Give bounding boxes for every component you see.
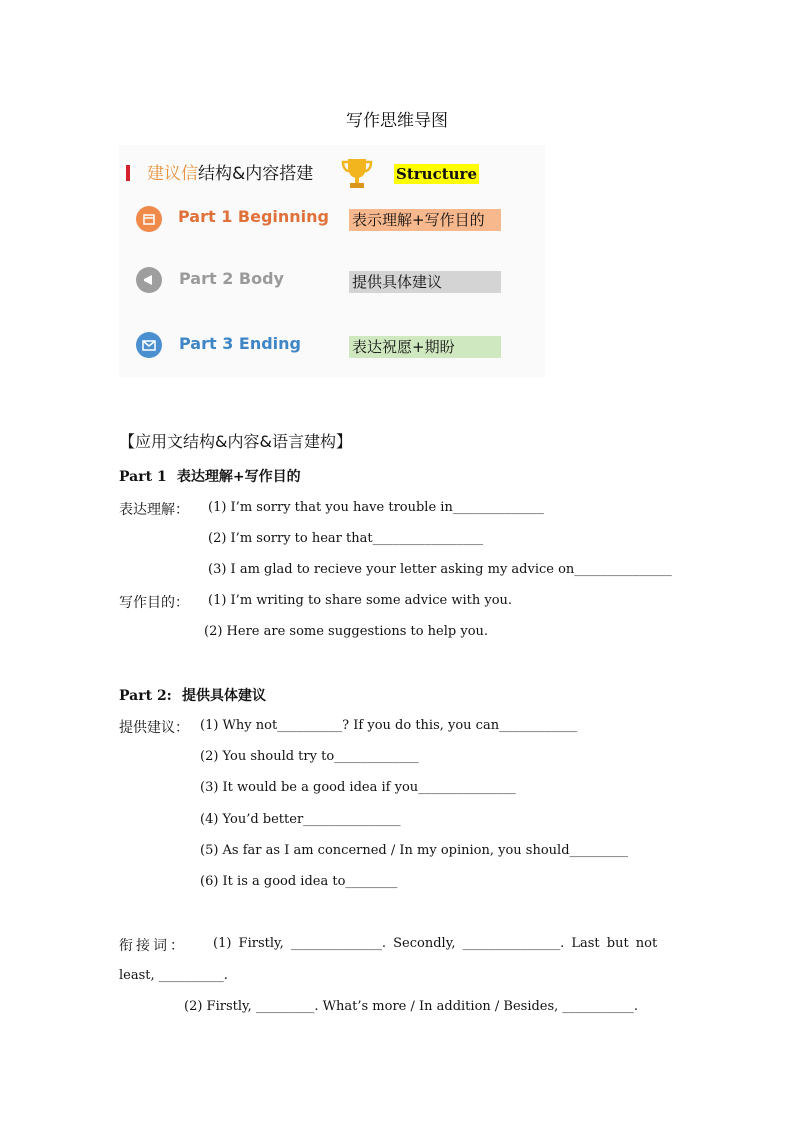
suggest-item: (6) It is a good idea to________ (200, 874, 398, 889)
megaphone-icon (136, 267, 162, 293)
purpose-item: (1) I’m writing to share some advice with you. (208, 593, 513, 608)
part3-label: Part 3 Ending (179, 334, 302, 353)
card-header (147, 159, 313, 184)
trophy-icon (339, 155, 375, 191)
page-title: 写作思维导图 (346, 111, 448, 131)
part2-heading: Part 2: 提供具体建议 (119, 688, 267, 704)
part2-box: 提供具体建议 (349, 271, 501, 293)
part1-label: Part 1 Beginning (178, 207, 329, 226)
connectives-line: least, __________. (119, 968, 228, 983)
part3-box: 表达祝愿+期盼 (349, 336, 501, 358)
understand-item: (2) I’m sorry to hear that_________________ (208, 531, 484, 546)
connectives-line: (1) Firstly, ______________. Secondly, _______________. Last but not (213, 936, 658, 951)
card-header-rest: 结构&内容搭建 (198, 164, 314, 184)
section-heading: 【应用文结构&内容&语言建构】 (119, 432, 352, 451)
understand-item: (3) I am glad to recieve your letter asking my advice on_______________ (208, 562, 672, 577)
connectives-label: 衔接词： (119, 938, 187, 954)
suggest-item: (3) It would be a good idea if you_______________ (200, 780, 516, 795)
purpose-item: (2) Here are some suggestions to help you. (204, 624, 489, 639)
structure-label: Structure (396, 165, 477, 183)
suggest-item: (2) You should try to_____________ (200, 749, 419, 764)
connectives-line: (2) Firstly, _________. What’s more / In addition / Besides, ___________. (184, 999, 639, 1014)
understand-label: 表达理解： (119, 502, 189, 518)
card-header-highlight: 建议信 (147, 164, 198, 184)
red-bar-icon (126, 165, 130, 181)
calendar-icon (136, 206, 162, 232)
part1-box: 表示理解+写作目的 (349, 209, 501, 231)
suggest-item: (1) Why not__________? If you do this, you can____________ (200, 718, 578, 733)
envelope-icon (136, 332, 162, 358)
suggest-item: (4) You’d better_______________ (200, 812, 401, 827)
understand-item: (1) I’m sorry that you have trouble in______________ (208, 500, 544, 515)
suggest-item: (5) As far as I am concerned / In my opinion, you should_________ (200, 843, 629, 858)
part2-label: Part 2 Body (179, 269, 284, 288)
suggest-label: 提供建议： (119, 720, 189, 736)
purpose-label: 写作目的： (119, 595, 189, 611)
part1-heading: Part 1 表达理解+写作目的 (119, 469, 301, 485)
structure-card (119, 145, 545, 377)
